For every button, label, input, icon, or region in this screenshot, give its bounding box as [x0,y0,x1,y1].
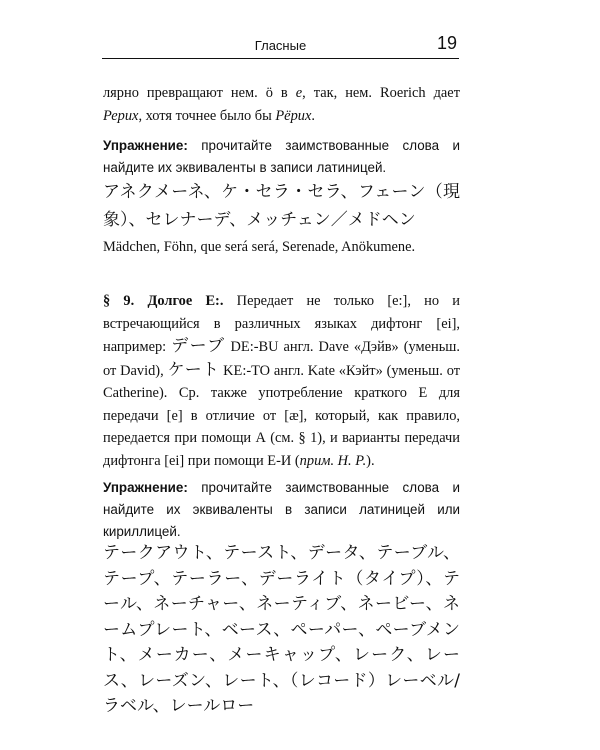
running-header [102,30,459,59]
exercise-1-text: прочитайте заимствованные слова и найдите их эквиваленты в записи латиницей. [103,138,460,175]
intro-text-4: . [311,107,315,124]
intro-rerih-dots: Рёрих [275,107,312,124]
jp-kate: ケート [167,359,220,380]
intro-rerih: Рерих [103,107,139,124]
exercise-1-label: Упражнение: [103,138,188,153]
section-9-paragraph [103,290,460,472]
exercise-2-text: прочитайте заимствованные слова и найдите их эквиваленты в записи латиницей или кириллицей. [103,480,460,539]
section-9-text-4: ). [366,452,375,469]
exercise-2-japanese: テークアウト、テースト、データ、テーブル、テープ、テーラー、デーライト（タイプ）、テール、ネーチャー、ネーティブ、ネービー、ネームプレート、ベース、ペーパー、ペーブメント、メーカー、メーキャップ、レーク、レース、レーズン、レート、（レコード）レーベル/ラベル、レールロー [103,543,460,716]
intro-paragraph [103,82,460,127]
intro-text-3: , хотя точнее было бы [138,107,276,124]
intro-text: лярно превращают нем. ö в [103,85,296,101]
section-9-text-2: DE:-BU англ. Dave «Дэйв» (уменьш. от David), [103,339,460,379]
chapter-title: Гласные [254,38,307,53]
exercise-1-instruction [103,135,460,179]
exercise-2-instruction [103,477,460,543]
exercise-1-latin: Mädchen, Föhn, que será será, Serenade, Anökumene. [103,239,416,255]
exercise-1-japanese: アネクメーネ、ケ・セラ・セラ、フェーン（現象）、セレナーデ、メッチェン／メドヘン [103,182,460,230]
intro-e-italic: е [295,85,303,101]
section-9-text-1: Передает не только [e:], но и встречающийся в различных языках дифтонг [ei], например: [103,293,460,355]
editor-note: прим. Н. Р. [299,452,367,469]
exercise-2-label: Упражнение: [103,480,188,495]
page-number: 19 [436,33,457,53]
section-9-heading: § 9. Долгое Е:. [103,293,224,309]
jp-dave: デーブ [171,336,226,356]
intro-text-2: , так, нем. Roerich дает [302,85,460,101]
section-9-text-3: KE:-TO англ. Kate «Кэйт» (уменьш. от Catherine). Ср. также употребление краткого Е для передачи [e] в отличие от [æ], который, как правило, передается при помощи А (см. § 1), и варианты передачи дифтонга [ei] при помощи Е-И ( [103,362,460,469]
